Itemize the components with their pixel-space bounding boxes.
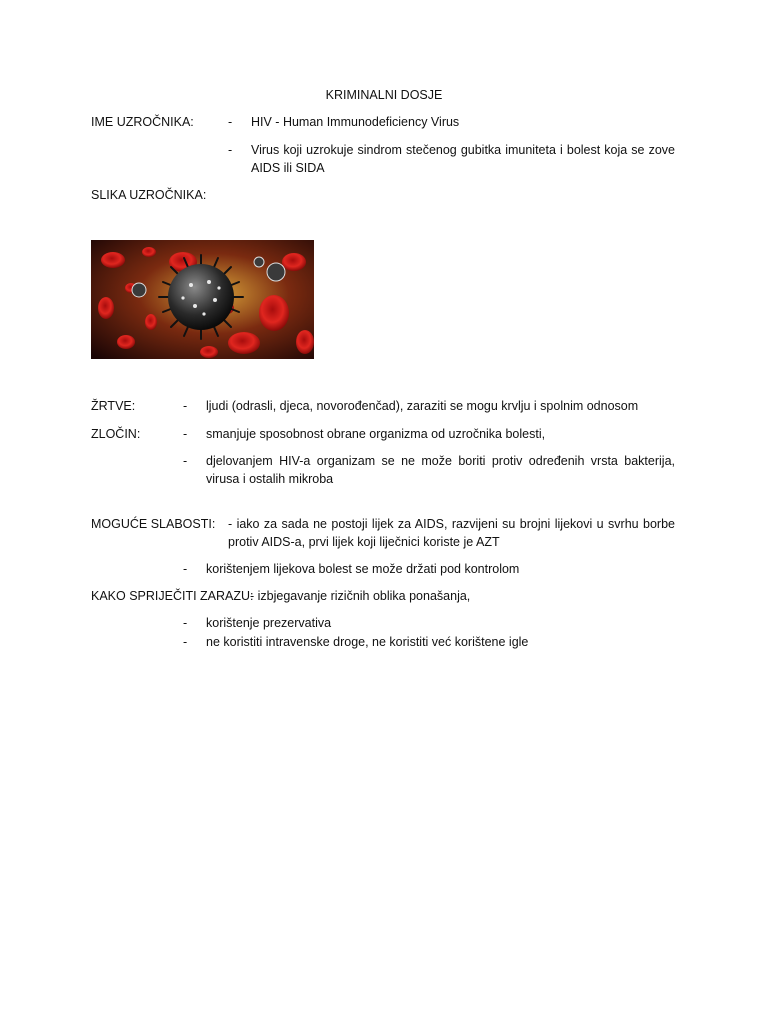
ime-item-2: Virus koji uzrokuje sindrom stečenog gubitka imuniteta i bolest koja se zove AIDS ili SIDA [251,143,675,175]
zrtve-label: ŽRTVE: [91,399,136,413]
zlocin-label: ZLOČIN: [91,427,141,441]
sprijeciti-item-1: korištenje prezervativa [206,616,332,630]
slabosti-lead: - iako za sada ne postoji lijek za AIDS, razvijeni su brojni lijekovi u svrhu borbe protiv AIDS-a, prvi lijek koji liječnici koriste je AZT [228,517,675,549]
ime-dash-1: - [228,115,233,129]
hiv-virus-image [91,240,314,359]
slika-label: SLIKA UZROČNIKA: [91,188,207,202]
sprijeciti-lead: - izbjegavanje rizičnih oblika ponašanja, [250,589,471,603]
ime-item-1: HIV - Human Immunodeficiency Virus [251,115,460,129]
slabosti-item-1: korištenjem lijekova bolest se može držati pod kontrolom [206,562,520,576]
ime-dash-2: - [228,143,233,157]
zlocin-dash-1: - [183,427,188,441]
sprijeciti-item-2: ne koristiti intravenske droge, ne koristiti već korištene igle [206,635,529,649]
zlocin-item-2: djelovanjem HIV-a organizam se ne može boriti protiv određenih vrsta bakterija, virusa i ostalih mikroba [206,454,675,486]
sprijeciti-dash-2: - [183,635,188,649]
zrtve-dash-1: - [183,399,188,413]
zrtve-item-1: ljudi (odrasli, djeca, novorođenčad), zaraziti se mogu krvlju i spolnim odnosom [206,399,639,413]
ime-label: IME UZROČNIKA: [91,115,194,129]
sprijeciti-dash-1: - [183,616,188,630]
document-title: KRIMINALNI DOSJE [325,88,443,102]
zlocin-item-1: smanjuje sposobnost obrane organizma od uzročnika bolesti, [206,427,546,441]
slabosti-label: MOGUĆE SLABOSTI: [91,517,216,531]
sprijeciti-label: KAKO SPRIJEČITI ZARAZU: [91,589,254,603]
slabosti-dash-1: - [183,562,188,576]
zlocin-dash-2: - [183,454,188,468]
